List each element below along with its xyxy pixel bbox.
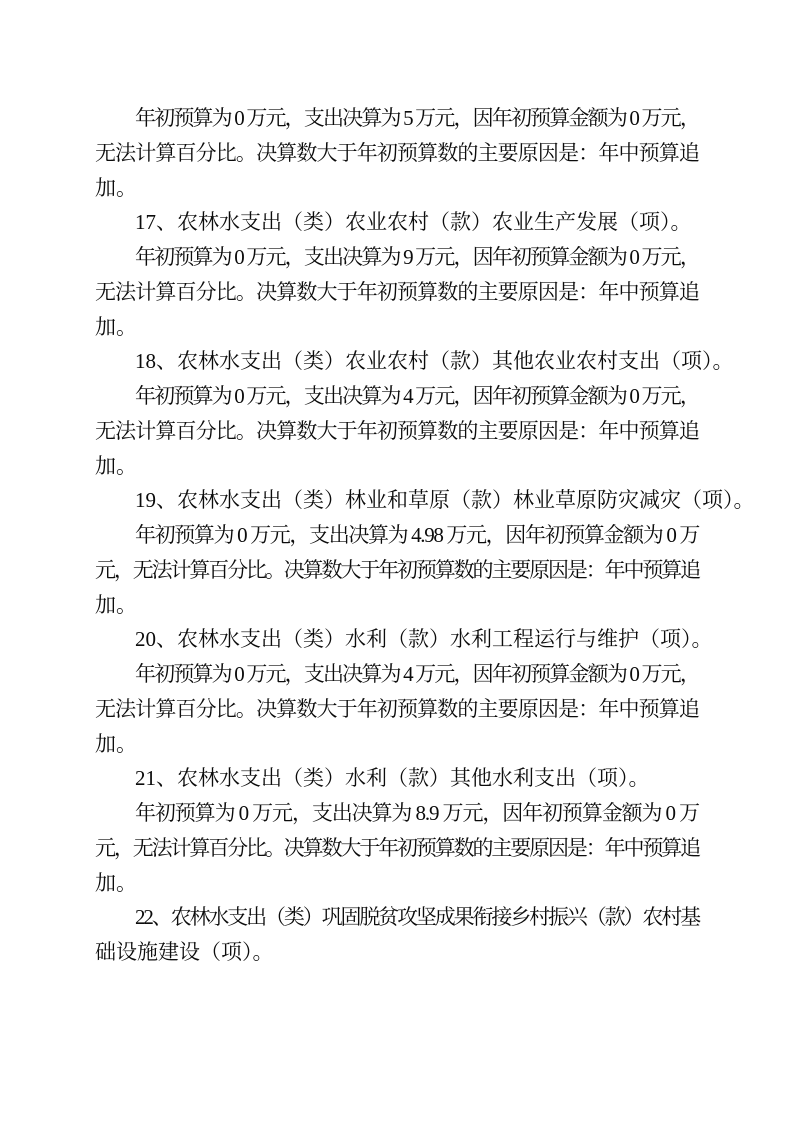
paragraph-item-20-heading <box>95 622 713 657</box>
paragraph-item-19-heading <box>95 483 755 518</box>
text-line: 18、农林水支出（类）农业农村（款）其他农业农村支出（项）。 <box>135 349 734 374</box>
text-line: 20、农林水支出（类）水利（款）水利工程运行与维护（项）。 <box>135 627 713 652</box>
text-line: 年初预算为 0 万元，支出决算为 4 万元，因年初预算金额为 0 万元， <box>135 662 699 686</box>
paragraph-item-17-heading <box>95 205 699 240</box>
text-line: 加。 <box>95 731 137 756</box>
paragraph-item-21-detail <box>95 796 699 900</box>
text-line: 无法计算百分比。决算数大于年初预算数的主要原因是：年中预算追 <box>95 279 699 304</box>
paragraph-item-22-heading <box>95 900 699 970</box>
text-line: 加。 <box>95 592 137 617</box>
text-line: 年初预算为 0 万元，支出决算为 5 万元，因年初预算金额为 0 万元， <box>135 106 699 130</box>
paragraph-item-18-heading <box>95 344 734 379</box>
text-line: 加。 <box>95 453 137 478</box>
text-line: 础设施建设（项）。 <box>95 940 274 964</box>
text-line: 21、农林水支出（类）水利（款）其他水利支出（项）。 <box>135 766 650 791</box>
text-line: 无法计算百分比。决算数大于年初预算数的主要原因是：年中预算追 <box>95 696 699 721</box>
text-line: 19、农林水支出（类）林业和草原（款）林业草原防灾减灾（项）。 <box>135 488 755 513</box>
text-line: 加。 <box>95 870 137 895</box>
paragraph-item-16-detail <box>95 101 699 205</box>
text-line: 年初预算为 0 万元，支出决算为 9 万元，因年初预算金额为 0 万元， <box>135 245 699 269</box>
paragraph-item-19-detail <box>95 518 699 622</box>
paragraph-item-20-detail <box>95 657 699 761</box>
paragraph-item-21-heading <box>95 761 699 796</box>
text-line: 加。 <box>95 175 137 200</box>
text-line: 元，无法计算百分比。决算数大于年初预算数的主要原因是：年中预算追 <box>95 835 699 860</box>
text-line: 年初预算为 0 万元，支出决算为 8.9 万元，因年初预算金额为 0 万 <box>135 801 699 825</box>
paragraph-item-18-detail <box>95 379 699 483</box>
text-line: 元，无法计算百分比。决算数大于年初预算数的主要原因是：年中预算追 <box>95 557 699 582</box>
text-line: 无法计算百分比。决算数大于年初预算数的主要原因是：年中预算追 <box>95 418 699 443</box>
text-line: 年初预算为 0 万元，支出决算为 4.98 万元，因年初预算金额为 0 万 <box>135 523 699 547</box>
document-content <box>95 101 755 970</box>
paragraph-item-17-detail <box>95 240 699 344</box>
text-line: 无法计算百分比。决算数大于年初预算数的主要原因是：年中预算追 <box>95 140 699 165</box>
text-line: 加。 <box>95 314 137 339</box>
text-line: 17、农林水支出（类）农业农村（款）农业生产发展（项）。 <box>135 210 692 235</box>
text-line: 22、农林水支出（类）巩固脱贫攻坚成果衔接乡村振兴（款）农村基 <box>135 905 699 930</box>
text-line: 年初预算为 0 万元，支出决算为 4 万元，因年初预算金额为 0 万元， <box>135 384 699 408</box>
